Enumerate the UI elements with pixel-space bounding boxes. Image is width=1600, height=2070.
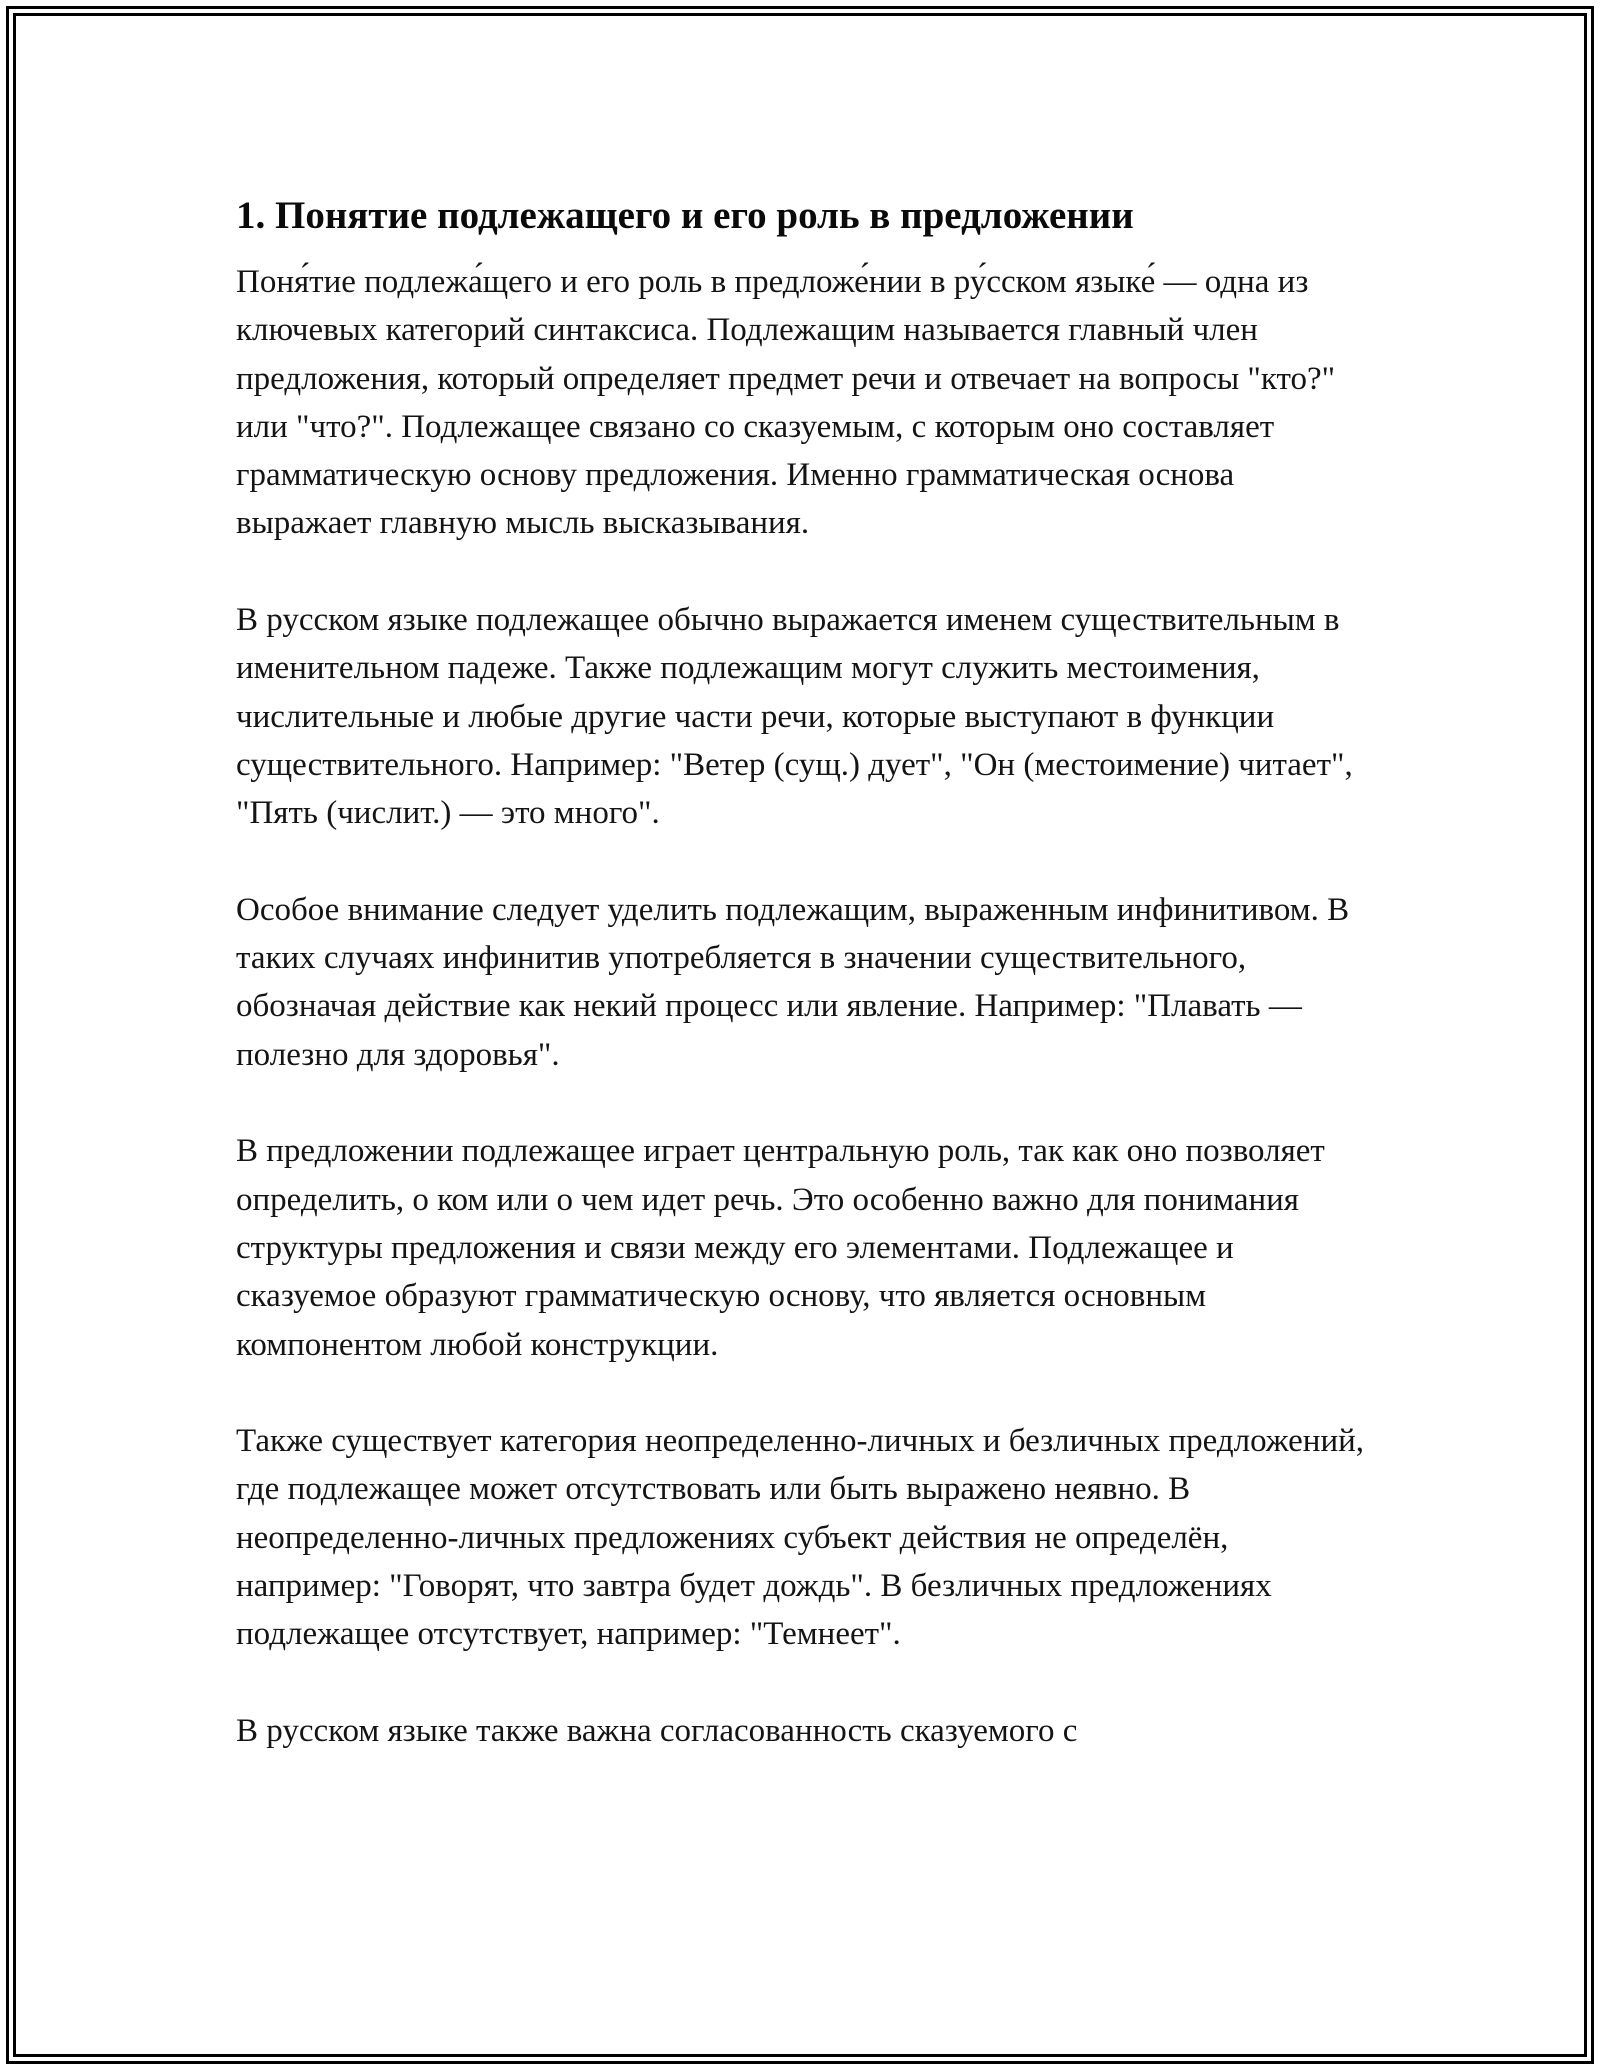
paragraph-infinitive: Особое внимание следует уделить подлежащим, выраженным инфинитивом. В таких случаях инфинитив употребляется в значении существительного, обозначая действие как некий процесс или явление. Например: "Плавать — полезно для здоровья". xyxy=(236,891,1350,1073)
paragraph-definition: Поня́тие подлежа́щего и его роль в предложе́нии в ру́сском языке́ — одна из ключевых категорий синтаксиса. Подлежащим называется главный член предложения, который определяет предмет речи и отвечает на вопросы "кто?" или "что?". Подлежащее связано со сказуемым, с которым оно составляет грамматическую основу предложения. Именно грамматическая основа выражает главную мысль высказывания. xyxy=(236,264,1336,542)
paragraph-role: В предложении подлежащее играет центральную роль, так как оно позволяет определить, о ком или о чем идет речь. Это особенно важно для понимания структуры предложения и связи между его элементами. Подлежащее и сказуемое образуют грамматическую основу, что является основным компонентом любой конструкции. xyxy=(236,1133,1325,1363)
paragraph-agreement: В русском языке также важна согласованность сказуемого с xyxy=(236,1712,1078,1749)
paragraph-expression: В русском языке подлежащее обычно выражается именем существительным в именительном падеже. Также подлежащим могут служить местоимения, числительные и любые другие части речи, которые выступают в функции существительного. Например: "Ветер (сущ.) дует", "Он (местоимение) читает", "Пять (числит.) — это много". xyxy=(236,602,1353,832)
section-heading: 1. Понятие подлежащего и его роль в предложении xyxy=(236,194,1134,237)
paragraph-impersonal: Также существует категория неопределенно-личных и безличных предложений, где подлежащее может отсутствовать или быть выражено неявно. В неопределенно-личных предложениях субъект действия не определён, например: "Говорят, что завтра будет дождь". В безличных предложениях подлежащее отсутствует, например: "Темнеет". xyxy=(236,1423,1365,1653)
document-body xyxy=(236,190,1376,1804)
